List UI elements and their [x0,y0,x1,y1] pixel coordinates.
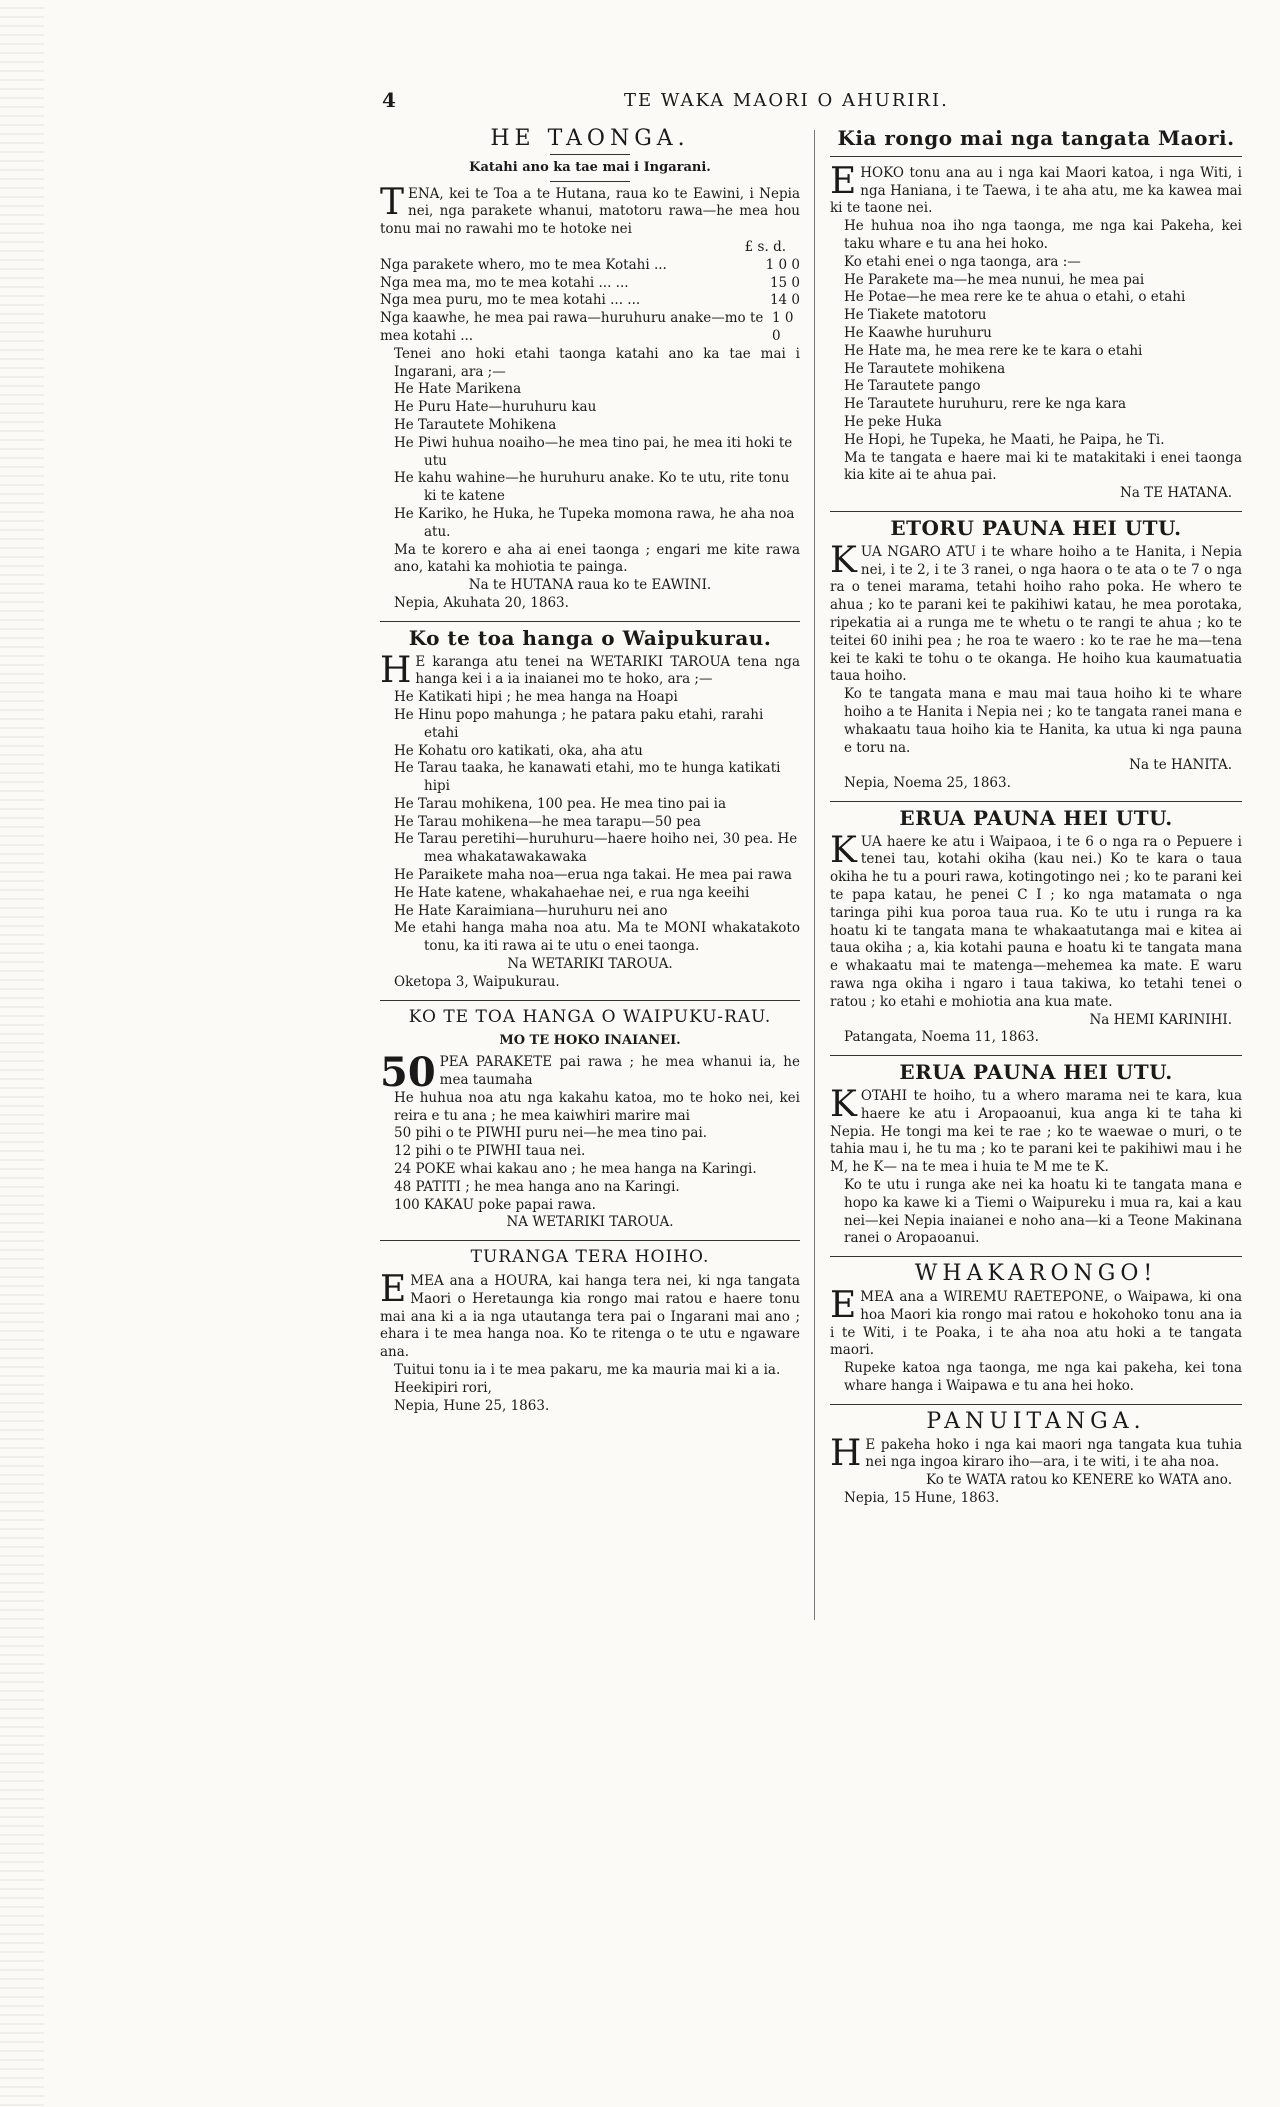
ad-intro: TENA, kei te Toa a te Hutana, raua ko te Eawini, i Nepia nei, nga parakete whanui, matotoru rawa—he mea hou tonu mai no rawahi mo te hotoke nei [380,181,800,238]
drop-cap: E [830,1285,857,1327]
ad-title: ETORU PAUNA HEI UTU. [890,515,1182,540]
section-rule [380,621,800,622]
ad-paragraph: Ko te utu i runga ake nei ka hoatu ki te tangata mana e hopo ka kawe ki a Tiemi o Waipureku i mua ra, kai a kau nei—kei Nepia inaianei e noho ana—ki a Teone Makinana ranei o Aropaoanui. [844,1177,1242,1247]
ad-turanga-tera [380,1249,800,1415]
ad-closing: Me etahi hanga maha noa atu. Ma te MONI whakatakoto tonu, ka iti rawa ai te utu o enei taonga. [394,920,800,955]
ad-paragraph: Ko te tangata mana e mau mai taua hoiho ki te whare hoiho a te Hanita i Nepia nei ; ko te tangata ranei mana e whakaatu taua hoiho kia te Hanita, ka utua ki nga pauna e toru na. [844,686,1242,756]
ad-signature: NA WETARIKI TAROUA. [506,1214,674,1231]
section-rule [830,511,1242,512]
ad-signature: Na te HANITA. [1129,757,1232,774]
price-row: Nga mea ma, mo te mea kotahi ... ... 15 0 [380,274,800,291]
ad-date: Nepia, Hune 25, 1863. [394,1397,550,1414]
ad-signature: Na te HUTANA raua ko te EAWINI. [468,577,712,594]
ad-closing: Ma te tangata e haere mai ki te matakitaki i enei taonga kia kite ai te ahua pai. [844,449,1242,484]
list-item: He Tarau peretihi—huruhuru—haere hoiho nei, 30 pea. He mea whakatawakawaka [394,831,798,866]
list-item: He Tarautete pango [844,378,981,395]
right-column [830,128,1242,1508]
ad-paragraph: Tuitui tonu ia i te mea pakaru, me ka mauria mai ki a ia. [394,1362,781,1378]
ad-erua-pauna-1 [830,805,1242,1047]
list-item: 12 pihi o te PIWHI taua nei. [394,1143,586,1160]
ad-toa-hanga [380,625,800,992]
newspaper-title: TE WAKA MAORI O AHURIRI. [624,90,949,111]
ad-subtitle: MO TE HOKO INAIANEI. [499,1033,681,1049]
divider [550,181,630,182]
section-rule [830,1055,1242,1056]
ad-title: WHAKARONGO! [914,1261,1158,1287]
list-item: He Kaawhe huruhuru [844,324,992,341]
ad-title: ERUA PAUNA HEI UTU. [899,805,1173,830]
ad-intro: KUA NGARO ATU i te whare hoiho a te Hanita, i Nepia nei, i te 2, i te 3 ranei, o nga haora o te ata o te 7 o nga ra o tenei marama, tetahi hoiho raho poka. He whero te ahua ; ko te parani kei te pakihiwi katau, he mea porotaka, ripekatia ai a runga me te whetu o te rangi te ahua ; ko te teitei 60 inihi pea ; he roa te waero : ko te rae he ma—tena kei te kaki te tohu o te okanga. He hoiho kua kaumatuatia taua hoiho. [830,539,1242,685]
drop-cap: E [830,160,857,202]
section-rule [830,1404,1242,1405]
section-rule [830,1256,1242,1257]
section-rule [830,156,1242,157]
list-item: He Parakete ma—he mea nunui, he mea pai [844,271,1145,288]
list-item: 48 PATITI ; he mea hanga ano na Karingi. [394,1178,680,1195]
binding-edge [0,0,44,2107]
list-item: He Hinu popo mahunga ; he patara paku etahi, rarahi etahi [394,706,764,741]
ad-intro: KOTAHI te hoiho, tu a whero marama nei te kara, kua haere ke atu i Aropaoanui, kua anga ki te taha ki Nepia. He tongi ma kei te rae ; ko te waewae o muri, o te tahia mau i, he tu ma ; ko te parani kei te pakihiwi mau i he M, he K— na te mea i huia te M me te K. [830,1084,1242,1176]
ad-signature: Ko te WATA ratou ko KENERE ko WATA ano. [926,1472,1232,1489]
ad-title: ERUA PAUNA HEI UTU. [899,1060,1173,1085]
ad-paragraph: He huhua noa iho nga taonga, me nga kai Pakeha, kei taku whare e tu ana hei hoko. [844,218,1242,252]
page-number: 4 [382,88,396,112]
ad-intro: EHOKO tonu ana au i nga kai Maori katoa, i nga Witi, i nga Haniana, i te Taewa, i te aha atu, me ka kawea mai ki te taone nei. [830,160,1242,217]
divider [550,154,630,155]
ad-paragraph: Ko etahi enei o nga taonga, ara :— [844,253,1081,270]
column-divider [814,130,815,1620]
drop-cap: K [830,1084,857,1126]
list-item: He Piwi huhua noaiho—he mea tino pai, he mea iti hoki te utu [394,434,793,469]
ad-whakarongo [830,1261,1242,1396]
drop-cap: 50 [380,1049,436,1097]
ad-erua-pauna-2 [830,1060,1242,1248]
drop-cap: H [380,649,412,691]
list-item: He Hopi, he Tupeka, he Maati, he Paipa, he Ti. [844,431,1165,448]
list-item: He Tiakete matotoru [844,307,987,324]
ad-toa-hanga-waipukurau [380,1006,800,1233]
list-item: He Tarau mohikena—he mea tarapu—50 pea [394,813,701,830]
ad-date: Oketopa 3, Waipukurau. [394,973,560,990]
ad-he-taonga [380,126,800,613]
list-item: 100 KAKAU poke papai rawa. [394,1196,596,1213]
price-row: Nga parakete whero, mo te mea Kotahi ... 1 0 0 [380,256,800,273]
ad-signature: Na HEMI KARINIHI. [1089,1011,1232,1028]
ad-intro: H E pakeha hoko i nga kai maori nga tangata kua tuhia nei nga ingoa kiraro iho—ara, i te witi, i te aha noa. [830,1432,1242,1474]
ad-paragraph: Tenei ano hoki etahi taonga katahi ano ka tae mai i Ingarani, ara ;— [394,345,800,380]
list-item: 50 pihi o te PIWHI puru nei—he mea tino pai. [394,1125,708,1142]
ad-date: Patangata, Noema 11, 1863. [844,1029,1039,1046]
ad-panuitanga [830,1408,1242,1508]
drop-cap: E [380,1269,407,1311]
ad-title: Ko te toa hanga o Waipukurau. [408,625,772,650]
list-item: He Tarau taaka, he kanawati etahi, mo te hunga katikati hipi [394,760,781,795]
ad-signature: Na TE HATANA. [1120,485,1232,502]
ad-paragraph: Rupeke katoa nga taonga, me nga kai pakeha, kei tona whare hanga i Waipawa e tu ana hei hoko. [844,1360,1242,1394]
drop-cap: H [830,1432,862,1474]
section-rule [830,801,1242,802]
list-item: He Tarautete Mohikena [394,416,557,433]
list-item: He Puru Hate—huruhuru kau [394,399,597,416]
ad-signature: Heekipiri rori, [394,1379,492,1396]
ad-intro: EMEA ana a HOURA, kai hanga tera nei, ki nga tangata Maori o Heretaunga kia rongo mai ratou e haere tonu mai ana ki a ia nga utautanga tera pai o Ingarani mai ano ; ehara i te mea hanga noa. Ko te ritenga o te utu e ngaware ana. [380,1269,800,1361]
ad-title: TURANGA TERA HOIHO. [470,1247,710,1268]
ad-subtitle: Katahi ano ka tae mai i Ingarani. [469,159,711,175]
list-item: He peke Huka [844,413,942,430]
section-rule [380,1000,800,1001]
price-row: Nga mea puru, mo te mea kotahi ... ... 14 0 [380,292,800,309]
currency-header: £ s. d. [744,238,786,255]
price-row: Nga kaawhe, he mea pai rawa—huruhuru anake—mo te mea kotahi ... 1 0 0 [380,310,794,344]
list-item: 24 POKE whai kakau ano ; he mea hanga na Karingi. [394,1161,757,1178]
list-item: He kahu wahine—he huruhuru anake. Ko te utu, rite tonu ki te katene [394,470,790,505]
ad-etoru-pauna [830,515,1242,793]
ad-date: Nepia, Akuhata 20, 1863. [394,594,569,611]
ad-paragraph: He huhua noa atu nga kakahu katoa, mo te hoko nei, kei reira e tu ana ; he mea kaiwhiri marire mai [394,1089,800,1124]
ad-intro: KUA haere ke atu i Waipaoa, i te 6 o nga ra o Pepuere i tenei tau, kotahi okiha (kau nei.) Ko te kara o taua okiha he tu a pouri rawa, kotingotingo nei ; ko te parani kei te papa katau, he penei C I ; ko nga matamata o nga taringa pihi kua poroa taua rua. Ko te utu i runga ra ka hoatu ki te tangata mana te whakaatutanga mai e kitea ai taua okiha ; a, kia kotahi pauna e hoatu ki te tangata mana e whakaatu mai te matenga—mehemea ka mate. E waru rawa nga okiha i ngaro i taua takiwa, ko tetahi tenei o ratou ; ko etahi e mohiotia ana kua mate. [830,829,1242,1010]
ad-date: Nepia, Noema 25, 1863. [844,775,1011,792]
list-item: He Tarautete mohikena [844,360,1006,377]
ad-intro: H E karanga atu tenei na WETARIKI TAROUA tena nga hanga kei i a ia inaianei mo te hoko, ara ;— [380,649,800,691]
section-rule [380,1240,800,1241]
list-item: He Tarautete huruhuru, rere ke nga kara [844,396,1127,413]
ad-intro: EMEA ana a WIREMU RAETEPONE, o Waipawa, ki ona hoa Maori kia rongo mai ratou e hokohoko tonu ana ia i te Witi, i te Poaka, i te aha noa atu hoki a te tangata maori. [830,1285,1242,1359]
drop-cap: T [380,181,405,223]
list-item: He Hate Karaimiana—huruhuru nei ano [394,902,668,919]
list-item: He Hate Marikena [394,381,522,398]
list-item: He Katikati hipi ; he mea hanga na Hoapi [394,689,678,706]
ad-date: Nepia, 15 Hune, 1863. [844,1489,1000,1506]
list-item: He Hate katene, whakahaehae nei, e rua nga keeihi [394,884,750,901]
ad-kia-rongo [830,126,1242,503]
ad-intro: 50 PEA PARAKETE pai rawa ; he mea whanui ia, he mea taumaha [380,1049,800,1097]
list-item: He Paraikete maha noa—erua nga takai. He mea pai rawa [394,867,792,884]
ad-title: PANUITANGA. [926,1408,1146,1434]
ad-title: HE TAONGA. [490,126,690,151]
ad-title: KO TE TOA HANGA O WAIPUKU-RAU. [408,1006,772,1027]
list-item: He Kariko, he Huka, he Tupeka momona rawa, he aha noa atu. [394,505,795,540]
drop-cap: K [830,829,857,871]
ad-closing: Ma te korero e aha ai enei taonga ; engari me kite rawa ano, katahi ka mohiotia te painga. [394,541,800,576]
left-column [380,128,800,1415]
list-item: He Hate ma, he mea rere ke te kara o etahi [844,342,1143,359]
ad-title: Kia rongo mai nga tangata Maori. [837,126,1235,150]
list-item: He Potae—he mea rere ke te ahua o etahi, o etahi [844,289,1186,306]
list-item: He Tarau mohikena, 100 pea. He mea tino pai ia [394,795,727,812]
ad-signature: Na WETARIKI TAROUA. [507,956,673,973]
list-item: He Kohatu oro katikati, oka, aha atu [394,742,643,759]
drop-cap: K [830,539,857,581]
